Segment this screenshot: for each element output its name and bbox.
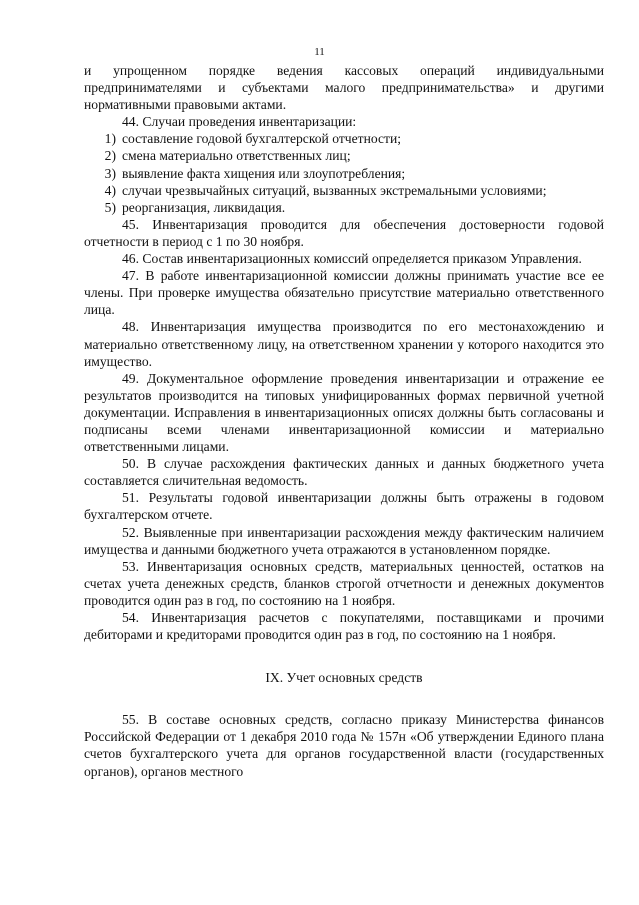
paragraph-55: 55. В составе основных средств, согласно приказу Министерства финансов Российской Федерации от 1 декабря 2010 года № 157н «Об утверждении Единого плана счетов бухгалтерского учета для органов государственной власти (государственных органов), органов местного xyxy=(84,712,604,779)
paragraph-44: 44. Случаи проведения инвентаризации: xyxy=(122,114,357,130)
list-item xyxy=(84,147,604,164)
list-item-text: смена материально ответственных лиц; xyxy=(122,148,351,164)
paragraph-49: 49. Документальное оформление проведения инвентаризации и отражение ее результатов производится на типовых унифицированных формах первичной учетной документации. Исправления в инвентаризационных описях должны быть согласованы и подписаны всеми членами инвентаризационной комиссии и материально ответственными лицами. xyxy=(84,370,604,455)
list-item-text: реорганизация, ликвидация. xyxy=(122,199,286,215)
paragraph-54: 54. Инвентаризация расчетов с покупателями, поставщиками и прочими дебиторами и кредиторами проводится один раз в год, по состоянию на 1 ноября. xyxy=(84,610,604,643)
paragraph-continuation: и упрощенном порядке ведения кассовых операций индивидуальными предпринимателями и субъектами малого предпринимательства» и другими нормативными правовыми актами. xyxy=(84,63,604,113)
list-item-text: составление годовой бухгалтерской отчетности; xyxy=(122,131,402,147)
list-item-number: 5) xyxy=(104,199,116,215)
list-item-number: 4) xyxy=(104,182,116,198)
list-item xyxy=(84,130,604,147)
paragraph-52: 52. Выявленные при инвентаризации расхождения между фактическим наличием имущества и данными бюджетного учета отражаются в установленном порядке. xyxy=(84,524,604,557)
list-item-number: 3) xyxy=(104,165,116,181)
list-item xyxy=(84,165,604,182)
paragraph-53: 53. Инвентаризация основных средств, материальных ценностей, остатков на счетах учета денежных средств, бланков строгой отчетности и денежных документов проводится один раз в год, по состоянию на 1 ноября. xyxy=(84,558,604,608)
list-item xyxy=(84,182,604,199)
paragraph-50: 50. В случае расхождения фактических данных и данных бюджетного учета составляется сличительная ведомость. xyxy=(84,456,604,489)
inventory-cases-list xyxy=(84,130,604,215)
page-number: 11 xyxy=(314,46,325,58)
list-item-number: 2) xyxy=(104,148,116,164)
paragraph-46: 46. Состав инвентаризационных комиссий определяется приказом Управления. xyxy=(122,251,582,267)
paragraph-51: 51. Результаты годовой инвентаризации должны быть отражены в годовом бухгалтерском отчете. xyxy=(84,490,604,523)
paragraph-45: 45. Инвентаризация проводится для обеспечения достоверности годовой отчетности в период с 1 по 30 ноября. xyxy=(84,216,604,249)
list-item-number: 1) xyxy=(104,131,116,147)
section-title: IX. Учет основных средств xyxy=(265,670,423,686)
list-item-text: случаи чрезвычайных ситуаций, вызванных экстремальными условиями; xyxy=(122,182,547,198)
list-item-text: выявление факта хищения или злоупотребления; xyxy=(122,165,406,181)
document-body xyxy=(84,62,604,780)
paragraph-47: 47. В работе инвентаризационной комиссии должны принимать участие все ее члены. При проверке имущества обязательно присутствие материально ответственного лица. xyxy=(84,268,604,318)
list-item xyxy=(84,199,604,216)
paragraph-48: 48. Инвентаризация имущества производится по его местонахождению и материально ответственному лицу, на ответственном хранении у которого находится это имущество. xyxy=(84,319,604,369)
